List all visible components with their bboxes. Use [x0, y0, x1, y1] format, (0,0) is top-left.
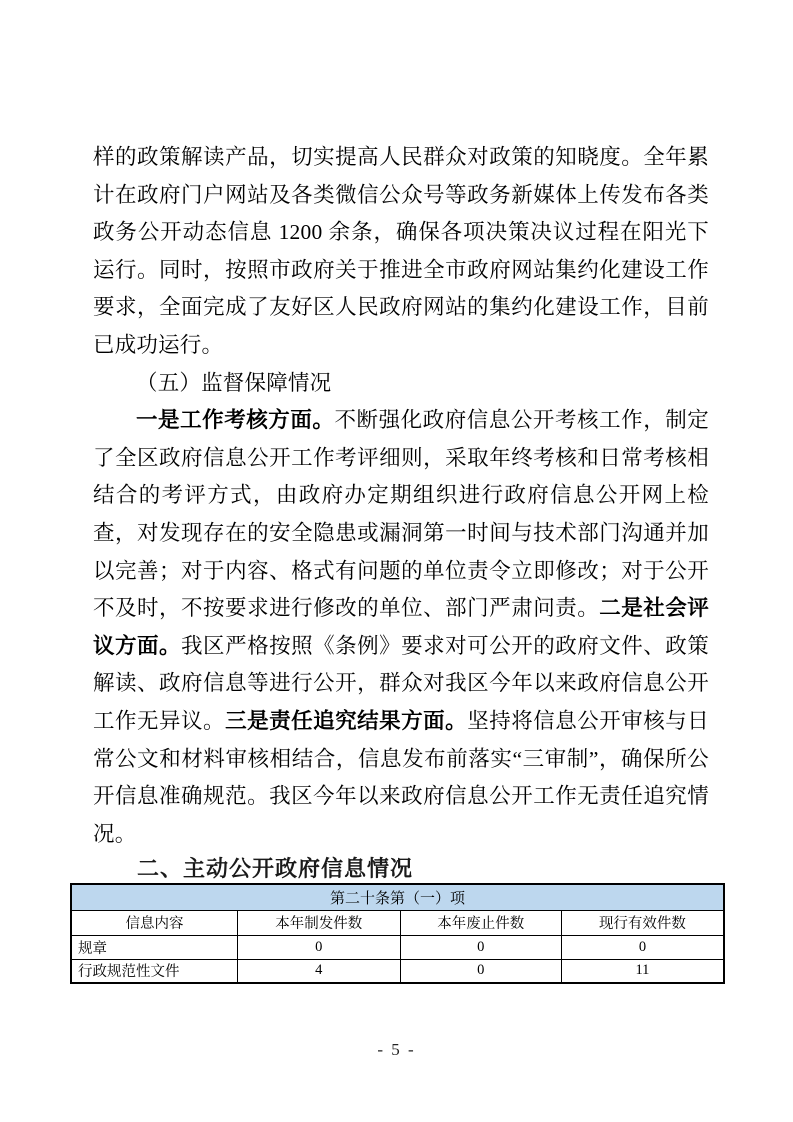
- table-row: [71, 935, 724, 959]
- paragraph-supervision: [93, 402, 709, 853]
- bold-run-heading: 一是工作考核方面。: [136, 408, 335, 433]
- body-text: [93, 139, 709, 883]
- text-run: 不断强化政府信息公开考核工作，制定了全区政府信息公开工作考评细则，采取年终考核和日常考核相结合的考评方式，由政府办定期组织进行政府信息公开网上检查，对发现存在的安全隐患或漏洞第一时间与技术部门沟通并加以完善；对于内容、格式有问题的单位责令立即修改；对于公开不及时，不按要求进行修改的单位、部门严肃问责。: [93, 408, 709, 621]
- section-heading-proactive-disclosure: 二、主动公开政府信息情况: [137, 856, 414, 882]
- table-caption-row: [71, 884, 724, 910]
- row-label: 规章: [71, 935, 238, 959]
- column-header: 现行有效件数: [561, 910, 724, 935]
- cell-value: 0: [561, 935, 724, 959]
- paragraph-publicity-continuation: 样的政策解读产品，切实提高人民群众对政策的知晓度。全年累计在政府门户网站及各类微信公众号等政务新媒体上传发布各类政务公开动态信息 1200 余条，确保各项决策决议过程在阳光下运行。同时，按照市政府关于推进全市政府网站集约化建设工作要求，全面完成了友好区人民政府网站的集约化建设工作，目前已成功运行。: [93, 145, 709, 357]
- cell-value: 4: [238, 959, 401, 983]
- bold-run-heading: 三是责任追究结果方面。: [225, 708, 468, 733]
- bold-run-heading: 二是社会评议方面。: [93, 596, 709, 658]
- column-header: 信息内容: [71, 910, 238, 935]
- text-run: 我区严格按照《条例》要求对可公开的政府文件、政策解读、政府信息等进行公开，群众对我区今年以来政府信息公开工作无异议。: [93, 633, 709, 733]
- cell-value: 11: [561, 959, 724, 983]
- text-run: 坚持将信息公开审核与日常公文和材料审核相结合，信息发布前落实“三审制”，确保所公开信息准确规范。我区今年以来政府信息公开工作无责任追究情况。: [93, 708, 710, 846]
- column-header: 本年废止件数: [400, 910, 561, 935]
- page-number: - 5 -: [377, 1040, 416, 1059]
- subsection-heading-supervision: （五）监督保障情况: [136, 370, 332, 395]
- cell-value: 0: [400, 959, 561, 983]
- table-row: [71, 959, 724, 983]
- table-body: [71, 935, 724, 983]
- table-column-header-row: [71, 910, 724, 935]
- table-caption: 第二十条第（一）项: [71, 884, 724, 910]
- row-label: 行政规范性文件: [71, 959, 238, 983]
- cell-value: 0: [238, 935, 401, 959]
- cell-value: 0: [400, 935, 561, 959]
- column-header: 本年制发件数: [238, 910, 401, 935]
- article-20-item-1-table: [70, 883, 725, 984]
